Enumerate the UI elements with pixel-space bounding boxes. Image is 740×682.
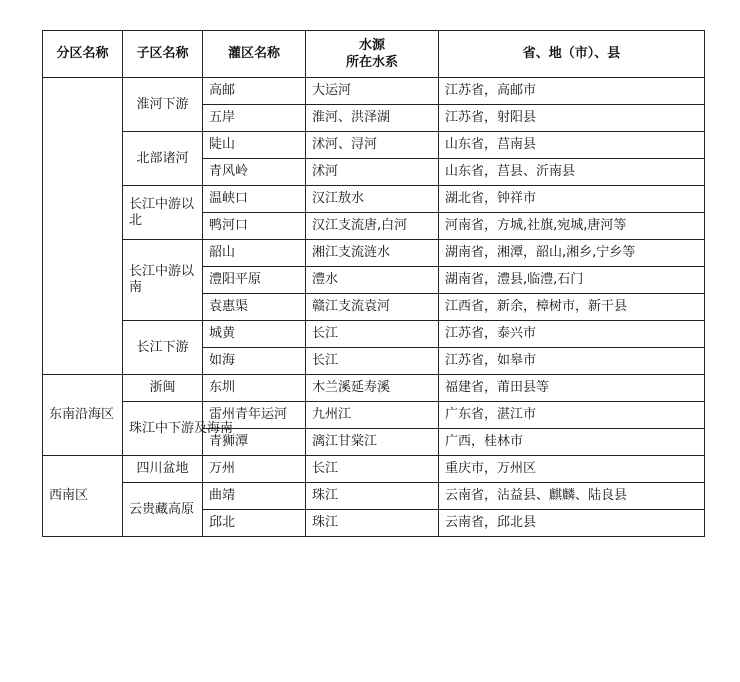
water-cell: 长江 (306, 456, 439, 483)
water-cell: 珠江 (306, 510, 439, 537)
header-row (43, 31, 705, 78)
water-cell: 漓江甘棠江 (306, 429, 439, 456)
district-cell: 高邮 (203, 78, 306, 105)
location-cell: 山东省，莒南县 (439, 132, 705, 159)
table-row (43, 186, 705, 213)
location-cell: 河南省，方城,社旗,宛城,唐河等 (439, 213, 705, 240)
header-water-line2: 所在水系 (345, 55, 398, 70)
table-row (43, 132, 705, 159)
table-row (43, 321, 705, 348)
table-row (43, 483, 705, 510)
location-cell: 广东省，湛江市 (439, 402, 705, 429)
location-cell: 江苏省，如皋市 (439, 348, 705, 375)
table-row (43, 402, 705, 429)
water-cell: 淮河、洪泽湖 (306, 105, 439, 132)
district-cell: 东圳 (203, 375, 306, 402)
water-cell: 澧水 (306, 267, 439, 294)
district-cell: 陡山 (203, 132, 306, 159)
subzone-cell: 北部诸河 (123, 132, 203, 186)
district-cell: 城黄 (203, 321, 306, 348)
irrigation-district-table (42, 30, 705, 537)
district-cell: 五岸 (203, 105, 306, 132)
subzone-cell: 云贵藏高原 (123, 483, 203, 537)
subzone-cell: 四川盆地 (123, 456, 203, 483)
district-cell: 韶山 (203, 240, 306, 267)
header-water-source (306, 31, 439, 78)
location-cell: 湖南省，湘潭，韶山,湘乡,宁乡等 (439, 240, 705, 267)
district-cell: 温峡口 (203, 186, 306, 213)
table-row (43, 375, 705, 402)
location-cell: 福建省，莆田县等 (439, 375, 705, 402)
water-cell: 木兰溪延寿溪 (306, 375, 439, 402)
district-cell: 袁惠渠 (203, 294, 306, 321)
water-cell: 长江 (306, 348, 439, 375)
subzone-cell: 长江中游以北 (123, 186, 203, 240)
subzone-cell: 长江下游 (123, 321, 203, 375)
subzone-cell: 珠江中下游及海南 (123, 402, 203, 456)
district-cell: 澧阳平原 (203, 267, 306, 294)
table-row (43, 456, 705, 483)
water-cell: 汉江敖水 (306, 186, 439, 213)
location-cell: 江西省，新余，樟树市，新干县 (439, 294, 705, 321)
water-cell: 九州江 (306, 402, 439, 429)
table-row (43, 78, 705, 105)
table-row (43, 240, 705, 267)
district-cell: 青风岭 (203, 159, 306, 186)
water-cell: 汉江支流唐,白河 (306, 213, 439, 240)
water-cell: 珠江 (306, 483, 439, 510)
location-cell: 江苏省，射阳县 (439, 105, 705, 132)
district-cell: 鸭河口 (203, 213, 306, 240)
water-cell: 湘江支流涟水 (306, 240, 439, 267)
location-cell: 湖北省，钟祥市 (439, 186, 705, 213)
subzone-cell: 浙闽 (123, 375, 203, 402)
zone-cell (43, 78, 123, 375)
water-cell: 沭河、浔河 (306, 132, 439, 159)
water-cell: 大运河 (306, 78, 439, 105)
location-cell: 湖南省，澧县,临澧,石门 (439, 267, 705, 294)
zone-cell: 东南沿海区 (43, 375, 123, 456)
district-cell: 雷州青年运河 (203, 402, 306, 429)
header-zone: 分区名称 (43, 31, 123, 78)
district-cell: 如海 (203, 348, 306, 375)
header-location: 省、地（市）、县 (439, 31, 705, 78)
water-cell: 赣江支流袁河 (306, 294, 439, 321)
location-cell: 云南省，邱北县 (439, 510, 705, 537)
district-cell: 万州 (203, 456, 306, 483)
district-cell: 青狮潭 (203, 429, 306, 456)
location-cell: 山东省，莒县、沂南县 (439, 159, 705, 186)
subzone-cell: 淮河下游 (123, 78, 203, 132)
district-cell: 邱北 (203, 510, 306, 537)
location-cell: 广西，桂林市 (439, 429, 705, 456)
location-cell: 重庆市，万州区 (439, 456, 705, 483)
location-cell: 江苏省，泰兴市 (439, 321, 705, 348)
district-cell: 曲靖 (203, 483, 306, 510)
location-cell: 云南省，沾益县、麒麟、陆良县 (439, 483, 705, 510)
water-cell: 长江 (306, 321, 439, 348)
header-district: 灌区名称 (203, 31, 306, 78)
header-subzone: 子区名称 (123, 31, 203, 78)
location-cell: 江苏省，高邮市 (439, 78, 705, 105)
subzone-cell: 长江中游以南 (123, 240, 203, 321)
water-cell: 沭河 (306, 159, 439, 186)
zone-cell: 西南区 (43, 456, 123, 537)
header-water-line1: 水源 (358, 38, 385, 53)
